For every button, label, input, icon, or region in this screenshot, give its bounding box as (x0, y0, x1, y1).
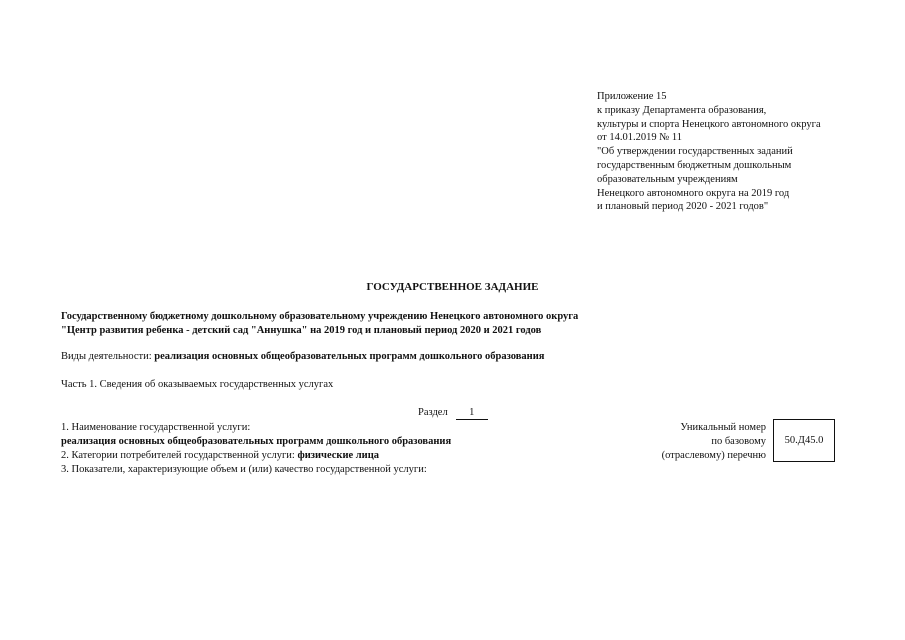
activity-label: Виды деятельности: (61, 351, 155, 362)
appendix-line: культуры и спорта Ненецкого автономного округа (597, 118, 821, 130)
unique-number-line-2: по базовому (711, 436, 766, 447)
unique-number-code-box (773, 419, 835, 462)
section-label: Раздел (418, 407, 448, 418)
institution-line-2: "Центр развития ребенка - детский сад "Аннушка" на 2019 год и плановый период 2020 и 2021 годов (61, 325, 542, 336)
activity-value: реализация основных общеобразовательных программ дошкольного образования (154, 351, 545, 362)
item-2-label: 2. Категории потребителей государственной услуги: (61, 450, 298, 461)
appendix-line: и плановый период 2020 - 2021 годов" (597, 201, 769, 213)
institution-line-1: Государственному бюджетному дошкольному образовательному учреждению Ненецкого автономного округа (61, 311, 579, 322)
appendix-line: "Об утверждении государственных заданий (597, 146, 793, 158)
item-3-label: 3. Показатели, характеризующие объем и (или) качество государственной услуги: (61, 464, 427, 475)
appendix-line: Ненецкого автономного округа на 2019 год (597, 187, 790, 199)
unique-number-line-1: Уникальный номер (680, 422, 766, 433)
unique-number-label (662, 421, 766, 463)
document-title: ГОСУДАРСТВЕННОЕ ЗАДАНИЕ (366, 281, 539, 293)
appendix-block (597, 90, 821, 214)
activity-row (61, 351, 544, 362)
appendix-line: к приказу Департамента образования, (597, 104, 767, 116)
part-heading: Часть 1. Сведения об оказываемых государственных услугах (61, 379, 334, 390)
unique-number-code: 50.Д45.0 (784, 435, 824, 446)
section-number: 1 (456, 407, 488, 420)
appendix-line: Приложение 15 (597, 91, 667, 102)
item-1-label: 1. Наименование государственной услуги: (61, 422, 251, 433)
unique-number-line-3: (отраслевому) перечню (661, 450, 766, 461)
appendix-line: образовательным учреждениям (597, 173, 738, 185)
appendix-line: от 14.01.2019 № 11 (597, 132, 682, 144)
item-2-value: физические лица (297, 450, 380, 461)
item-1-value: реализация основных общеобразовательных программ дошкольного образования (61, 436, 452, 447)
item-2-row (61, 450, 379, 461)
appendix-line: государственным бюджетным дошкольным (597, 159, 792, 171)
section-row (418, 407, 488, 420)
